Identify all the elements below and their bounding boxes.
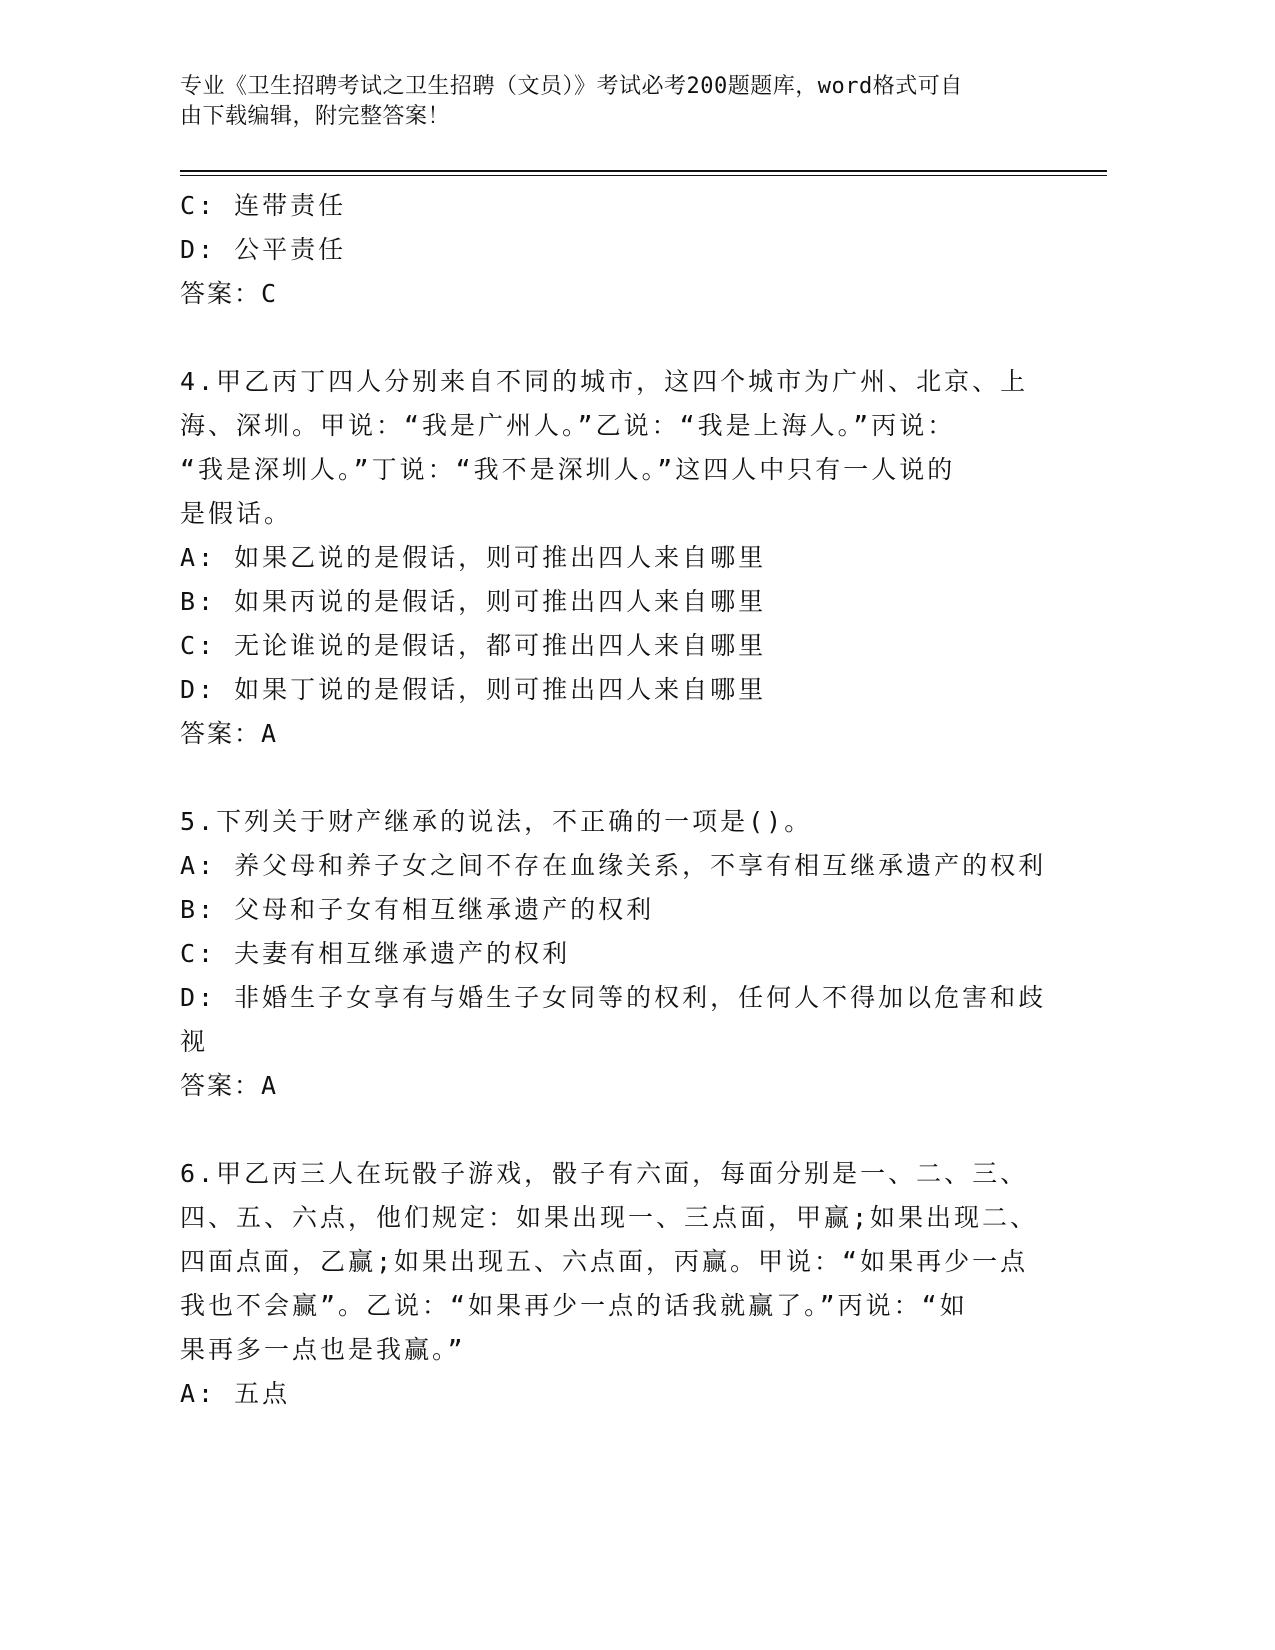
question-stem-line: 海、深圳。甲说：“我是广州人。”乙说：“我是上海人。”丙说： [180,411,956,440]
spacer [180,316,1040,360]
option-d: D: 公平责任 [180,235,347,264]
option-a: A: 养父母和养子女之间不存在血缘关系，不享有相互继承遗产的权利 [180,851,1047,880]
question-stem-line: 四、五、六点，他们规定：如果出现一、三点面，甲赢;如果出现二、 [180,1203,1039,1232]
question-4-block [180,360,1040,756]
answer-label: 答案： [180,279,262,308]
question-stem-line: 四面点面，乙赢;如果出现五、六点面，丙赢。甲说：“如果再少一点 [180,1247,1029,1276]
option-a: A: 如果乙说的是假话，则可推出四人来自哪里 [180,543,767,572]
answer-value: A [261,1071,280,1100]
answer-value: A [261,719,280,748]
question-stem-line: 6.甲乙丙三人在玩骰子游戏，骰子有六面，每面分别是一、二、三、 [180,1159,1029,1188]
question-stem-line: 是假话。 [180,499,293,528]
answer-line [180,712,1040,756]
option-d: D: 如果丁说的是假话，则可推出四人来自哪里 [180,675,767,704]
option-c: C: 无论谁说的是假话，都可推出四人来自哪里 [180,631,767,660]
option-c: C: 连带责任 [180,191,347,220]
header-divider-thin [180,175,1107,176]
option-d-continuation: 视 [180,1027,209,1056]
header-divider-thick [180,170,1107,172]
option-b: B: 如果丙说的是假话，则可推出四人来自哪里 [180,587,767,616]
question-stem-line: 4.甲乙丙丁四人分别来自不同的城市，这四个城市为广州、北京、上 [180,367,1029,396]
document-header [180,72,1040,132]
spacer [180,756,1040,800]
option-d: D: 非婚生子女享有与婚生子女同等的权利，任何人不得加以危害和歧 [180,983,1047,1012]
answer-line [180,272,1040,316]
header-title-line-1: 专业《卫生招聘考试之卫生招聘（文员）》考试必考200题题库，word格式可自 [180,74,963,99]
question-stem-line: “我是深圳人。”丁说：“我不是深圳人。”这四人中只有一人说的 [180,455,956,484]
answer-label: 答案： [180,1071,262,1100]
question-stem-line: 我也不会赢”。乙说：“如果再少一点的话我就赢了。”丙说：“如 [180,1291,968,1320]
answer-line [180,1064,1040,1108]
option-a: A: 五点 [180,1379,291,1408]
answer-label: 答案： [180,719,262,748]
spacer [180,1108,1040,1152]
option-c: C: 夫妻有相互继承遗产的权利 [180,939,571,968]
header-title-line-2: 由下载编辑，附完整答案！ [180,104,451,129]
answer-value: C [261,279,280,308]
question-6-block [180,1152,1040,1416]
question-stem-line: 5.下列关于财产继承的说法，不正确的一项是()。 [180,807,813,836]
question-stem-line: 果再多一点也是我赢。” [180,1335,466,1364]
option-b: B: 父母和子女有相互继承遗产的权利 [180,895,655,924]
question-content [180,184,1047,1416]
prev-question-block [180,184,1040,316]
question-5-block [180,800,1047,1108]
